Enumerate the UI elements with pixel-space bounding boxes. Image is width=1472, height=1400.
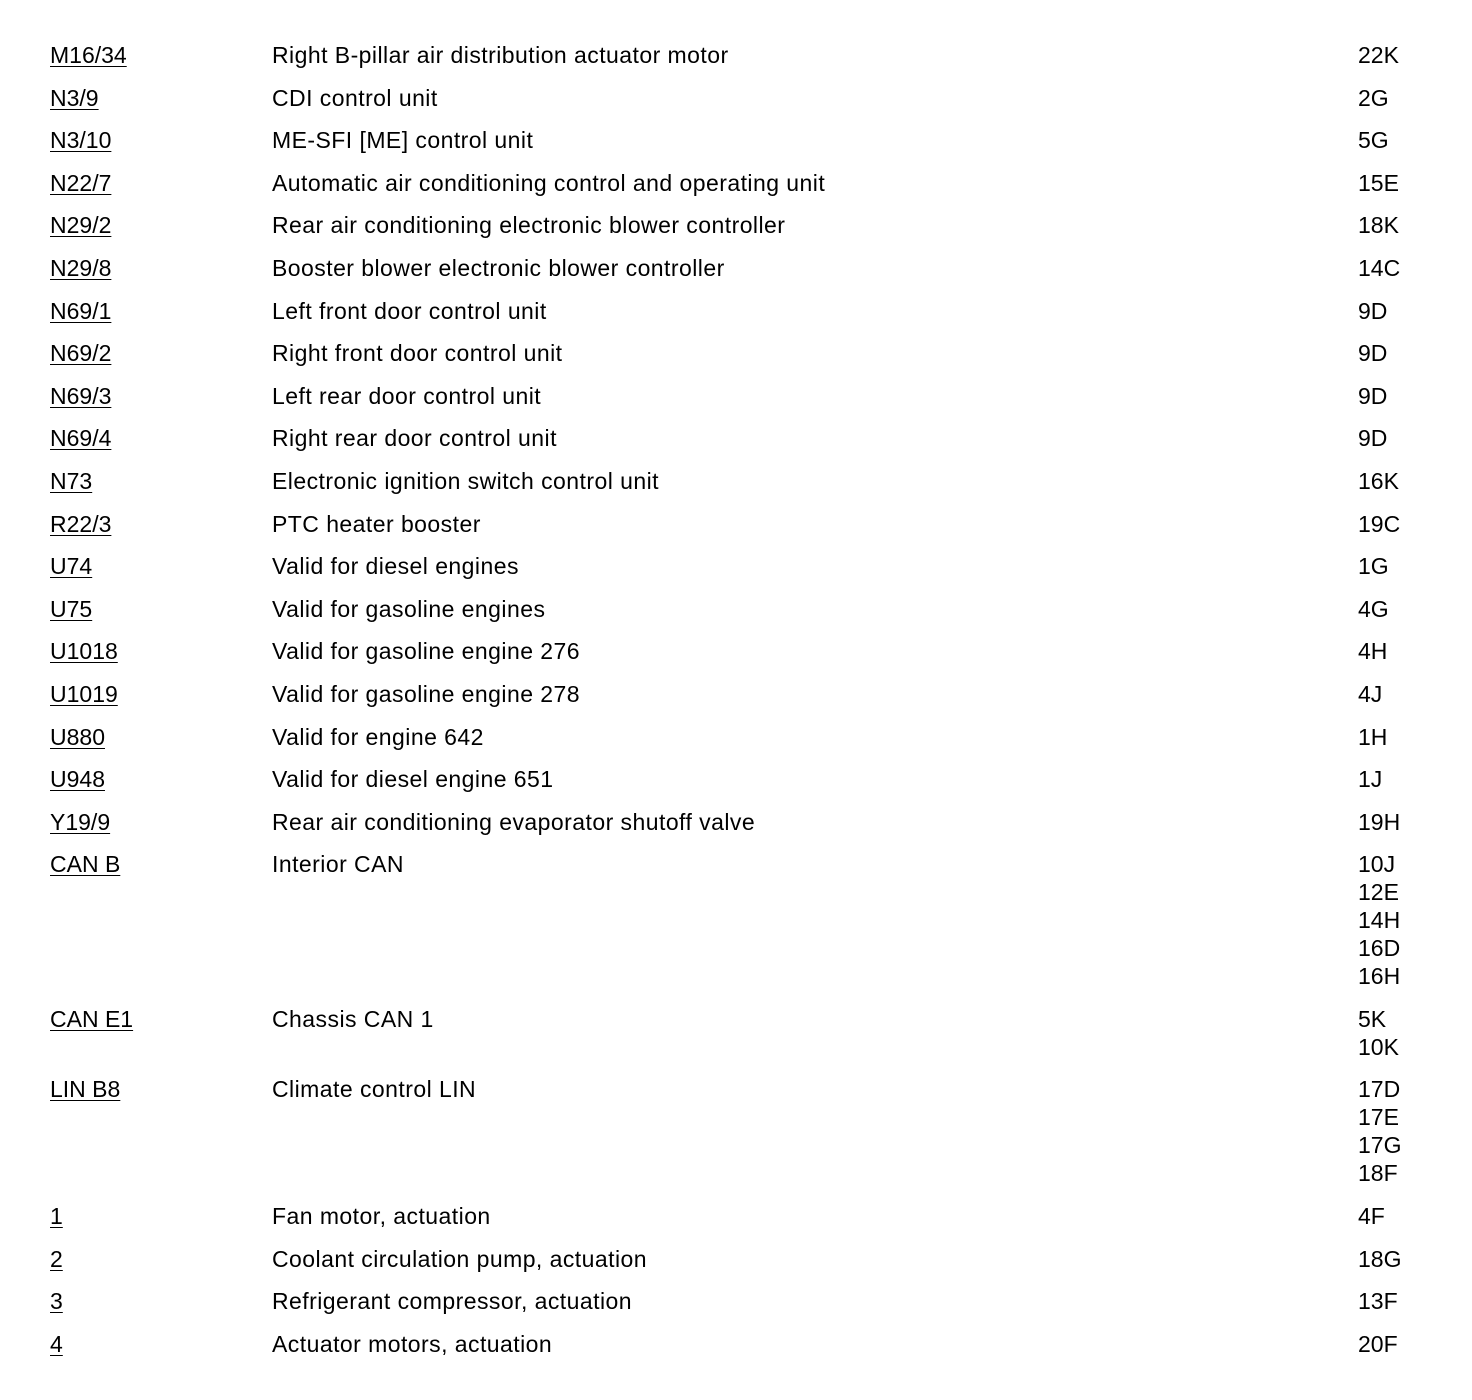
legend-row	[50, 510, 1450, 538]
grid-reference: 13F	[1358, 1288, 1398, 1315]
grid-reference: 2G	[1358, 84, 1389, 111]
grid-reference: 22K	[1358, 42, 1399, 68]
grid-references	[1358, 41, 1450, 69]
grid-references	[1358, 637, 1450, 665]
component-code-link[interactable]: N73	[50, 467, 93, 494]
component-description: Automatic air conditioning control and operating unit	[272, 169, 826, 196]
component-description: Interior CAN	[272, 851, 404, 878]
grid-references	[1358, 254, 1450, 282]
grid-reference: 10K	[1358, 1033, 1399, 1060]
grid-reference: 20F	[1358, 1330, 1398, 1357]
legend-row	[50, 467, 1450, 495]
grid-references	[1358, 1245, 1450, 1273]
grid-references	[1358, 680, 1450, 708]
component-description: Valid for diesel engine 651	[272, 766, 554, 793]
component-code-link[interactable]: N69/1	[50, 297, 112, 324]
component-code-link[interactable]: U74	[50, 553, 93, 580]
grid-reference: 4F	[1358, 1203, 1385, 1230]
component-description: Right front door control unit	[272, 340, 563, 367]
grid-reference: 17G	[1358, 1132, 1402, 1159]
component-code-link[interactable]: U880	[50, 723, 105, 750]
component-code-link[interactable]: N69/4	[50, 425, 112, 452]
grid-reference: 5K	[1358, 1005, 1387, 1032]
grid-references	[1358, 339, 1450, 367]
legend-row	[50, 1245, 1450, 1273]
grid-references	[1358, 211, 1450, 239]
component-description: Electronic ignition switch control unit	[272, 467, 659, 494]
component-description: Actuator motors, actuation	[272, 1330, 553, 1357]
legend-row	[50, 1005, 1450, 1061]
grid-references	[1358, 765, 1450, 793]
component-code-link[interactable]: Y19/9	[50, 808, 111, 835]
legend-row	[50, 41, 1450, 69]
grid-reference: 1J	[1358, 766, 1383, 793]
component-code-link[interactable]: U948	[50, 766, 105, 793]
legend-row	[50, 169, 1450, 197]
legend-row	[50, 552, 1450, 580]
legend-row	[50, 211, 1450, 239]
legend-row	[50, 339, 1450, 367]
grid-reference: 17E	[1358, 1104, 1399, 1131]
grid-reference: 1H	[1358, 723, 1388, 750]
component-description: Left rear door control unit	[272, 382, 542, 409]
grid-references	[1358, 808, 1450, 836]
grid-reference: 10J	[1358, 851, 1396, 878]
legend-row	[50, 84, 1450, 112]
legend-row	[50, 765, 1450, 793]
grid-references	[1358, 424, 1450, 452]
grid-reference: 16H	[1358, 963, 1401, 990]
legend-row	[50, 637, 1450, 665]
legend-row	[50, 680, 1450, 708]
component-code-link[interactable]: R22/3	[50, 510, 112, 537]
component-description: Valid for gasoline engine 278	[272, 680, 581, 707]
grid-references	[1358, 297, 1450, 325]
component-code-link[interactable]: N22/7	[50, 169, 112, 196]
grid-references	[1358, 595, 1450, 623]
component-description: Valid for diesel engines	[272, 553, 519, 580]
component-code-link[interactable]: N3/9	[50, 84, 99, 111]
grid-references	[1358, 1005, 1450, 1061]
grid-reference: 18G	[1358, 1245, 1402, 1272]
component-code-link[interactable]: 2	[50, 1245, 63, 1272]
component-description: CDI control unit	[272, 84, 438, 111]
grid-references	[1358, 723, 1450, 751]
component-description: Booster blower electronic blower controller	[272, 254, 725, 281]
grid-reference: 15E	[1358, 169, 1399, 196]
component-description: Coolant circulation pump, actuation	[272, 1245, 648, 1272]
grid-reference: 9D	[1358, 340, 1388, 367]
component-description: Valid for engine 642	[272, 723, 484, 750]
grid-references	[1358, 1202, 1450, 1230]
legend-row	[50, 595, 1450, 623]
component-description: Right rear door control unit	[272, 425, 557, 452]
grid-references	[1358, 126, 1450, 154]
component-description: Rear air conditioning evaporator shutoff valve	[272, 808, 756, 835]
legend-row	[50, 1287, 1450, 1315]
grid-reference: 9D	[1358, 425, 1388, 452]
component-code-link[interactable]: CAN B	[50, 851, 121, 878]
component-code-link[interactable]: 1	[50, 1203, 63, 1230]
component-description: Left front door control unit	[272, 297, 547, 324]
grid-reference: 9D	[1358, 297, 1388, 324]
component-description: Chassis CAN 1	[272, 1005, 434, 1032]
component-code-link[interactable]: N3/10	[50, 127, 112, 154]
component-description: Valid for gasoline engine 276	[272, 638, 581, 665]
grid-references	[1358, 552, 1450, 580]
component-code-link[interactable]: CAN E1	[50, 1005, 134, 1032]
legend-row	[50, 1202, 1450, 1230]
grid-reference: 1G	[1358, 553, 1389, 580]
grid-reference: 4J	[1358, 680, 1383, 707]
grid-reference: 18K	[1358, 212, 1399, 239]
grid-reference: 5G	[1358, 127, 1389, 154]
grid-reference: 19C	[1358, 510, 1401, 537]
grid-reference: 4H	[1358, 638, 1388, 665]
component-description: Refrigerant compressor, actuation	[272, 1288, 633, 1315]
legend-row	[50, 723, 1450, 751]
grid-reference: 9D	[1358, 382, 1388, 409]
legend-row	[50, 126, 1450, 154]
grid-reference: 16D	[1358, 935, 1401, 962]
component-description: PTC heater booster	[272, 510, 481, 537]
grid-reference: 12E	[1358, 879, 1399, 906]
component-code-link[interactable]: U1019	[50, 680, 118, 707]
grid-references	[1358, 1330, 1450, 1358]
legend-table	[50, 41, 1450, 1372]
legend-row	[50, 382, 1450, 410]
grid-references	[1358, 850, 1450, 990]
grid-references	[1358, 84, 1450, 112]
grid-references	[1358, 467, 1450, 495]
grid-references	[1358, 1287, 1450, 1315]
grid-reference: 17D	[1358, 1076, 1401, 1103]
legend-row	[50, 424, 1450, 452]
component-code-link[interactable]: U1018	[50, 638, 118, 665]
legend-row	[50, 850, 1450, 990]
component-description: Valid for gasoline engines	[272, 595, 546, 622]
grid-reference: 14H	[1358, 907, 1401, 934]
legend-row	[50, 254, 1450, 282]
legend-row	[50, 808, 1450, 836]
grid-reference: 16K	[1358, 467, 1399, 494]
grid-reference: 14C	[1358, 254, 1401, 281]
component-code-link[interactable]: LIN B8	[50, 1076, 121, 1103]
legend-row	[50, 1075, 1450, 1187]
component-code-link[interactable]: N69/2	[50, 340, 112, 367]
component-description: Rear air conditioning electronic blower controller	[272, 212, 786, 239]
component-code-link[interactable]: U75	[50, 595, 93, 622]
legend-row	[50, 1330, 1450, 1358]
component-code-link[interactable]: N29/8	[50, 254, 112, 281]
component-code-link[interactable]: M16/34	[50, 42, 127, 68]
grid-reference: 19H	[1358, 808, 1401, 835]
component-code-link[interactable]: N29/2	[50, 212, 112, 239]
component-code-link[interactable]: 4	[50, 1330, 63, 1357]
component-code-link[interactable]: 3	[50, 1288, 63, 1315]
component-description: Right B-pillar air distribution actuator motor	[272, 42, 729, 68]
grid-reference: 4G	[1358, 595, 1389, 622]
grid-reference: 18F	[1358, 1160, 1398, 1187]
grid-references	[1358, 510, 1450, 538]
component-description: Fan motor, actuation	[272, 1203, 491, 1230]
grid-references	[1358, 1075, 1450, 1187]
legend-row	[50, 297, 1450, 325]
component-code-link[interactable]: N69/3	[50, 382, 112, 409]
grid-references	[1358, 169, 1450, 197]
grid-references	[1358, 382, 1450, 410]
component-description: ME-SFI [ME] control unit	[272, 127, 534, 154]
component-description: Climate control LIN	[272, 1076, 477, 1103]
